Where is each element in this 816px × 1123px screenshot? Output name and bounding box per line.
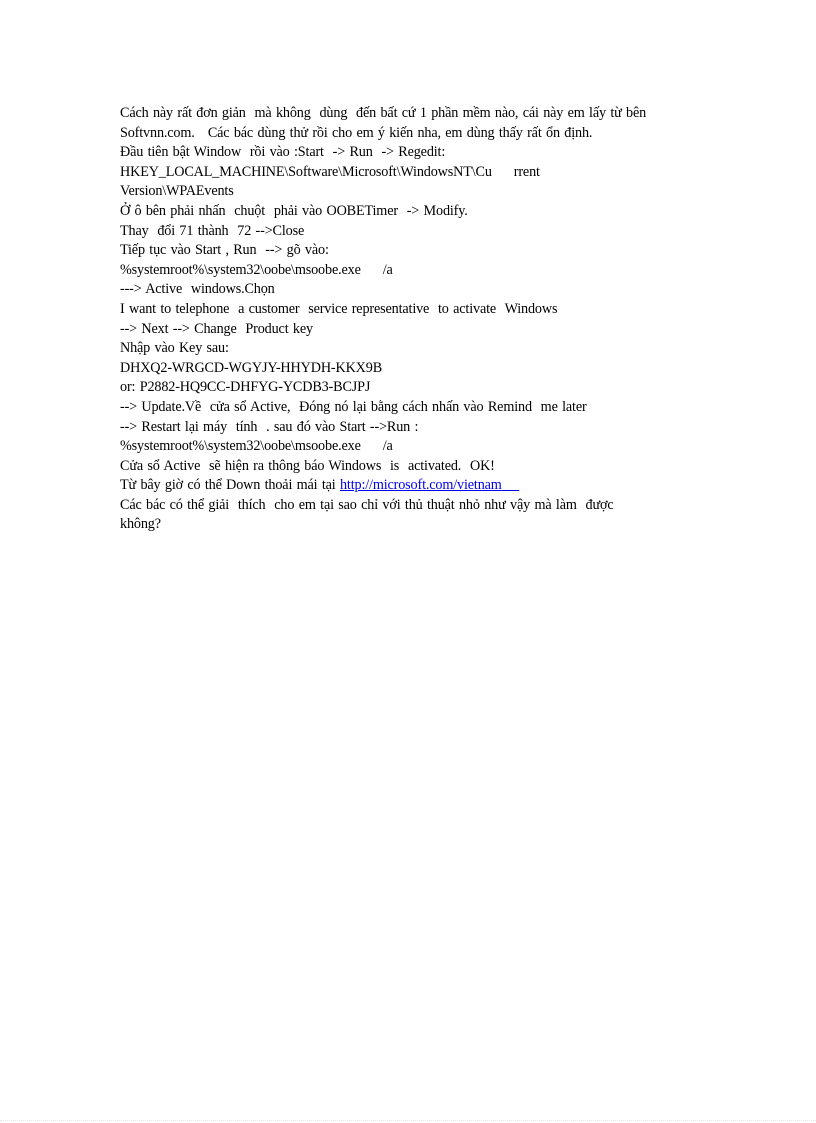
text-line: --> Restart lại máy tính . sau đó vào Start -->Run : bbox=[120, 418, 419, 435]
microsoft-vietnam-link[interactable] bbox=[340, 477, 519, 493]
text-line: --> Update.Về cửa sổ Active, Đóng nó lại bằng cách nhấn vào Remind me later bbox=[120, 398, 587, 415]
text-line: Ở ô bên phải nhấn chuột phải vào OOBETimer -> Modify. bbox=[120, 202, 468, 219]
document-body bbox=[120, 104, 710, 535]
product-key-line: or: P2882-HQ9CC-DHFYG-YCDB3-BCJPJ bbox=[120, 379, 371, 396]
text-line: Cách này rất đơn giản mà không dùng đến bất cứ 1 phần mềm nào, cái này em lấy từ bên bbox=[120, 105, 647, 121]
link-text: http://microsoft.com/vietnam bbox=[339, 477, 502, 494]
text-line: Softvnn.com. Các bác dùng thử rồi cho em ý kiến nha, em dùng thấy rất ổn định. bbox=[120, 124, 593, 141]
page-bottom-divider bbox=[0, 1120, 816, 1121]
download-line bbox=[120, 476, 710, 496]
registry-path-line: Version\WPAEvents bbox=[120, 183, 234, 200]
text-line: không? bbox=[120, 516, 161, 533]
registry-path-line: HKEY_LOCAL_MACHINE\Software\Microsoft\WindowsNT\Cu rrent bbox=[120, 163, 540, 180]
text-line: I want to telephone a customer service representative to activate Windows bbox=[120, 300, 558, 317]
text-line: Đầu tiên bật Window rồi vào :Start -> Run -> Regedit: bbox=[120, 144, 446, 161]
download-prefix: Từ bây giờ có thể Down thoải mái tại bbox=[120, 477, 340, 494]
text-line: ---> Active windows.Chọn bbox=[120, 281, 275, 298]
text-line: Thay đổi 71 thành 72 -->Close bbox=[120, 222, 305, 239]
text-line: Tiếp tục vào Start , Run --> gõ vào: bbox=[120, 242, 329, 259]
command-line: %systemroot%\system32\oobe\msoobe.exe /a bbox=[120, 261, 393, 278]
text-line: Cửa sổ Active sẽ hiện ra thông báo Windows is activated. OK! bbox=[120, 457, 495, 474]
text-line: --> Next --> Change Product key bbox=[120, 320, 313, 337]
product-key-line: DHXQ2-WRGCD-WGYJY-HHYDH-KKX9B bbox=[120, 359, 383, 376]
link-trail bbox=[502, 477, 520, 493]
text-line: Nhập vào Key sau: bbox=[120, 340, 229, 357]
text-line: Các bác có thể giải thích cho em tại sao chỉ với thủ thuật nhỏ như vậy mà làm được bbox=[120, 496, 614, 513]
command-line: %systemroot%\system32\oobe\msoobe.exe /a bbox=[120, 438, 393, 455]
